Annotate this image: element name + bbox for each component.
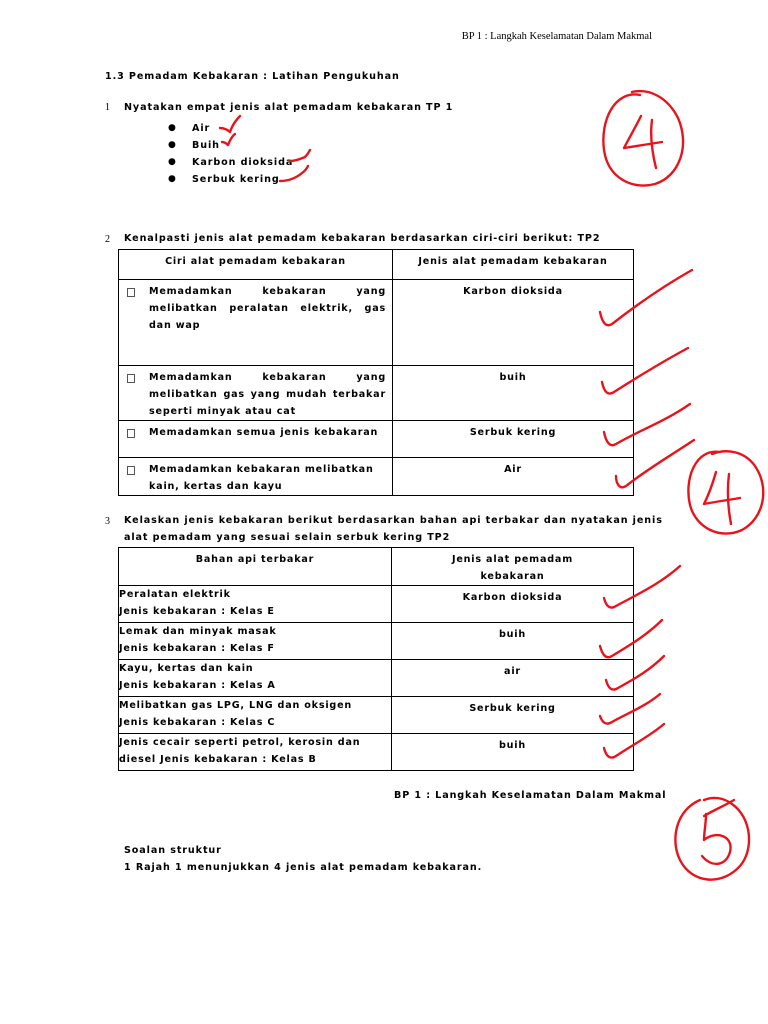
tick-mark-icon	[602, 348, 688, 394]
bullet-icon: ●	[168, 140, 176, 150]
table-cell: buih	[393, 366, 634, 421]
tick-mark-icon	[604, 724, 664, 758]
q3-number: 3	[105, 516, 110, 527]
q1-answer: Buih	[192, 140, 220, 151]
cell-text: Jenis kebakaran : Kelas E	[119, 606, 275, 617]
table-cell: buih	[392, 734, 634, 771]
section-title: 1.3 Pemadam Kebakaran : Latihan Pengukuhan	[105, 71, 400, 82]
tick-mark-icon	[280, 166, 308, 181]
q1-answer: Air	[192, 123, 211, 134]
tick-mark-icon	[220, 116, 240, 132]
table-cell: Serbuk kering	[393, 421, 634, 458]
table-cell: Karbon dioksida	[393, 280, 634, 366]
tick-mark-icon	[604, 404, 690, 445]
cell-text: Memadamkan kebakaran yang melibatkan gas yang mudah terbakar seperti minyak atau cat	[149, 372, 386, 417]
cell-text: Jenis cecair seperti petrol, kerosin dan	[119, 737, 361, 748]
cell-text: Lemak dan minyak masak	[119, 626, 277, 637]
q1-answer: Karbon dioksida	[192, 157, 294, 168]
cell-text: diesel Jenis kebakaran : Kelas B	[119, 754, 317, 765]
cell-text: Melibatkan gas LPG, LNG dan oksigen	[119, 700, 353, 711]
tick-mark-icon	[606, 656, 664, 690]
score-circle-icon	[688, 451, 763, 533]
cell-text: Jenis kebakaran : Kelas A	[119, 680, 276, 691]
tick-mark-icon	[600, 270, 692, 325]
bullet-icon: ●	[168, 123, 176, 133]
score-circle-icon	[603, 91, 683, 185]
table-cell: buih	[392, 623, 634, 660]
table-cell: Air	[393, 458, 634, 496]
table-header-cell: Ciri alat pemadam kebakaran	[119, 250, 393, 280]
tick-mark-icon	[616, 440, 694, 487]
bullet-icon: ●	[168, 174, 176, 184]
digit-four-icon	[624, 116, 662, 168]
tick-mark-icon	[600, 694, 660, 724]
q3-prompt-line2: alat pemadam yang sesuai selain serbuk kering TP2	[124, 532, 451, 543]
tick-mark-icon	[604, 566, 680, 608]
cell-text: Kayu, kertas dan kain	[119, 663, 254, 674]
footer-heading: BP 1 : Langkah Keselamatan Dalam Makmal	[394, 790, 667, 801]
q1-answer: Serbuk kering	[192, 174, 280, 185]
table-cell: air	[392, 660, 634, 697]
cell-text: Jenis kebakaran : Kelas F	[119, 643, 275, 654]
score-circle-q3	[675, 798, 749, 880]
q1-prompt: Nyatakan empat jenis alat pemadam kebakaran TP 1	[124, 102, 454, 113]
cell-text: Memadamkan semua jenis kebakaran	[149, 427, 379, 438]
tick-mark-icon	[600, 620, 662, 657]
table-header-cell: Bahan api terbakar	[119, 548, 392, 586]
score-circle-q2	[688, 451, 763, 533]
tick-mark-icon	[222, 134, 235, 145]
q2-number: 2	[105, 234, 110, 245]
bullet-icon: ●	[168, 157, 176, 167]
cell-text: Memadamkan kebakaran yang melibatkan peralatan elektrik, gas dan wap	[149, 286, 386, 331]
tick-mark-icon	[290, 150, 310, 161]
score-circle-q1	[603, 91, 683, 185]
structure-line: 1 Rajah 1 menunjukkan 4 jenis alat pemadam kebakaran.	[124, 862, 483, 873]
table-header-cell: Jenis alat pemadam kebakaran	[392, 548, 634, 586]
structure-title: Soalan struktur	[124, 845, 222, 856]
page-header: BP 1 : Langkah Keselamatan Dalam Makmal	[461, 31, 652, 42]
table-header-cell: Jenis alat pemadam kebakaran	[393, 250, 634, 280]
cell-text: Peralatan elektrik	[119, 589, 231, 600]
table-cell: Serbuk kering	[392, 697, 634, 734]
digit-four-icon	[704, 472, 740, 524]
cell-text: Memadamkan kebakaran melibatkan kain, kertas dan kayu	[149, 464, 374, 492]
cell-text: Jenis kebakaran : Kelas C	[119, 717, 276, 728]
q2-prompt: Kenalpasti jenis alat pemadam kebakaran berdasarkan ciri-ciri berikut: TP2	[124, 233, 601, 244]
q3-prompt-line1: Kelaskan jenis kebakaran berikut berdasarkan bahan api terbakar dan nyatakan jenis	[124, 515, 663, 526]
q1-number: 1	[105, 102, 110, 113]
table-cell: Karbon dioksida	[392, 586, 634, 623]
digit-five-icon	[702, 800, 734, 864]
